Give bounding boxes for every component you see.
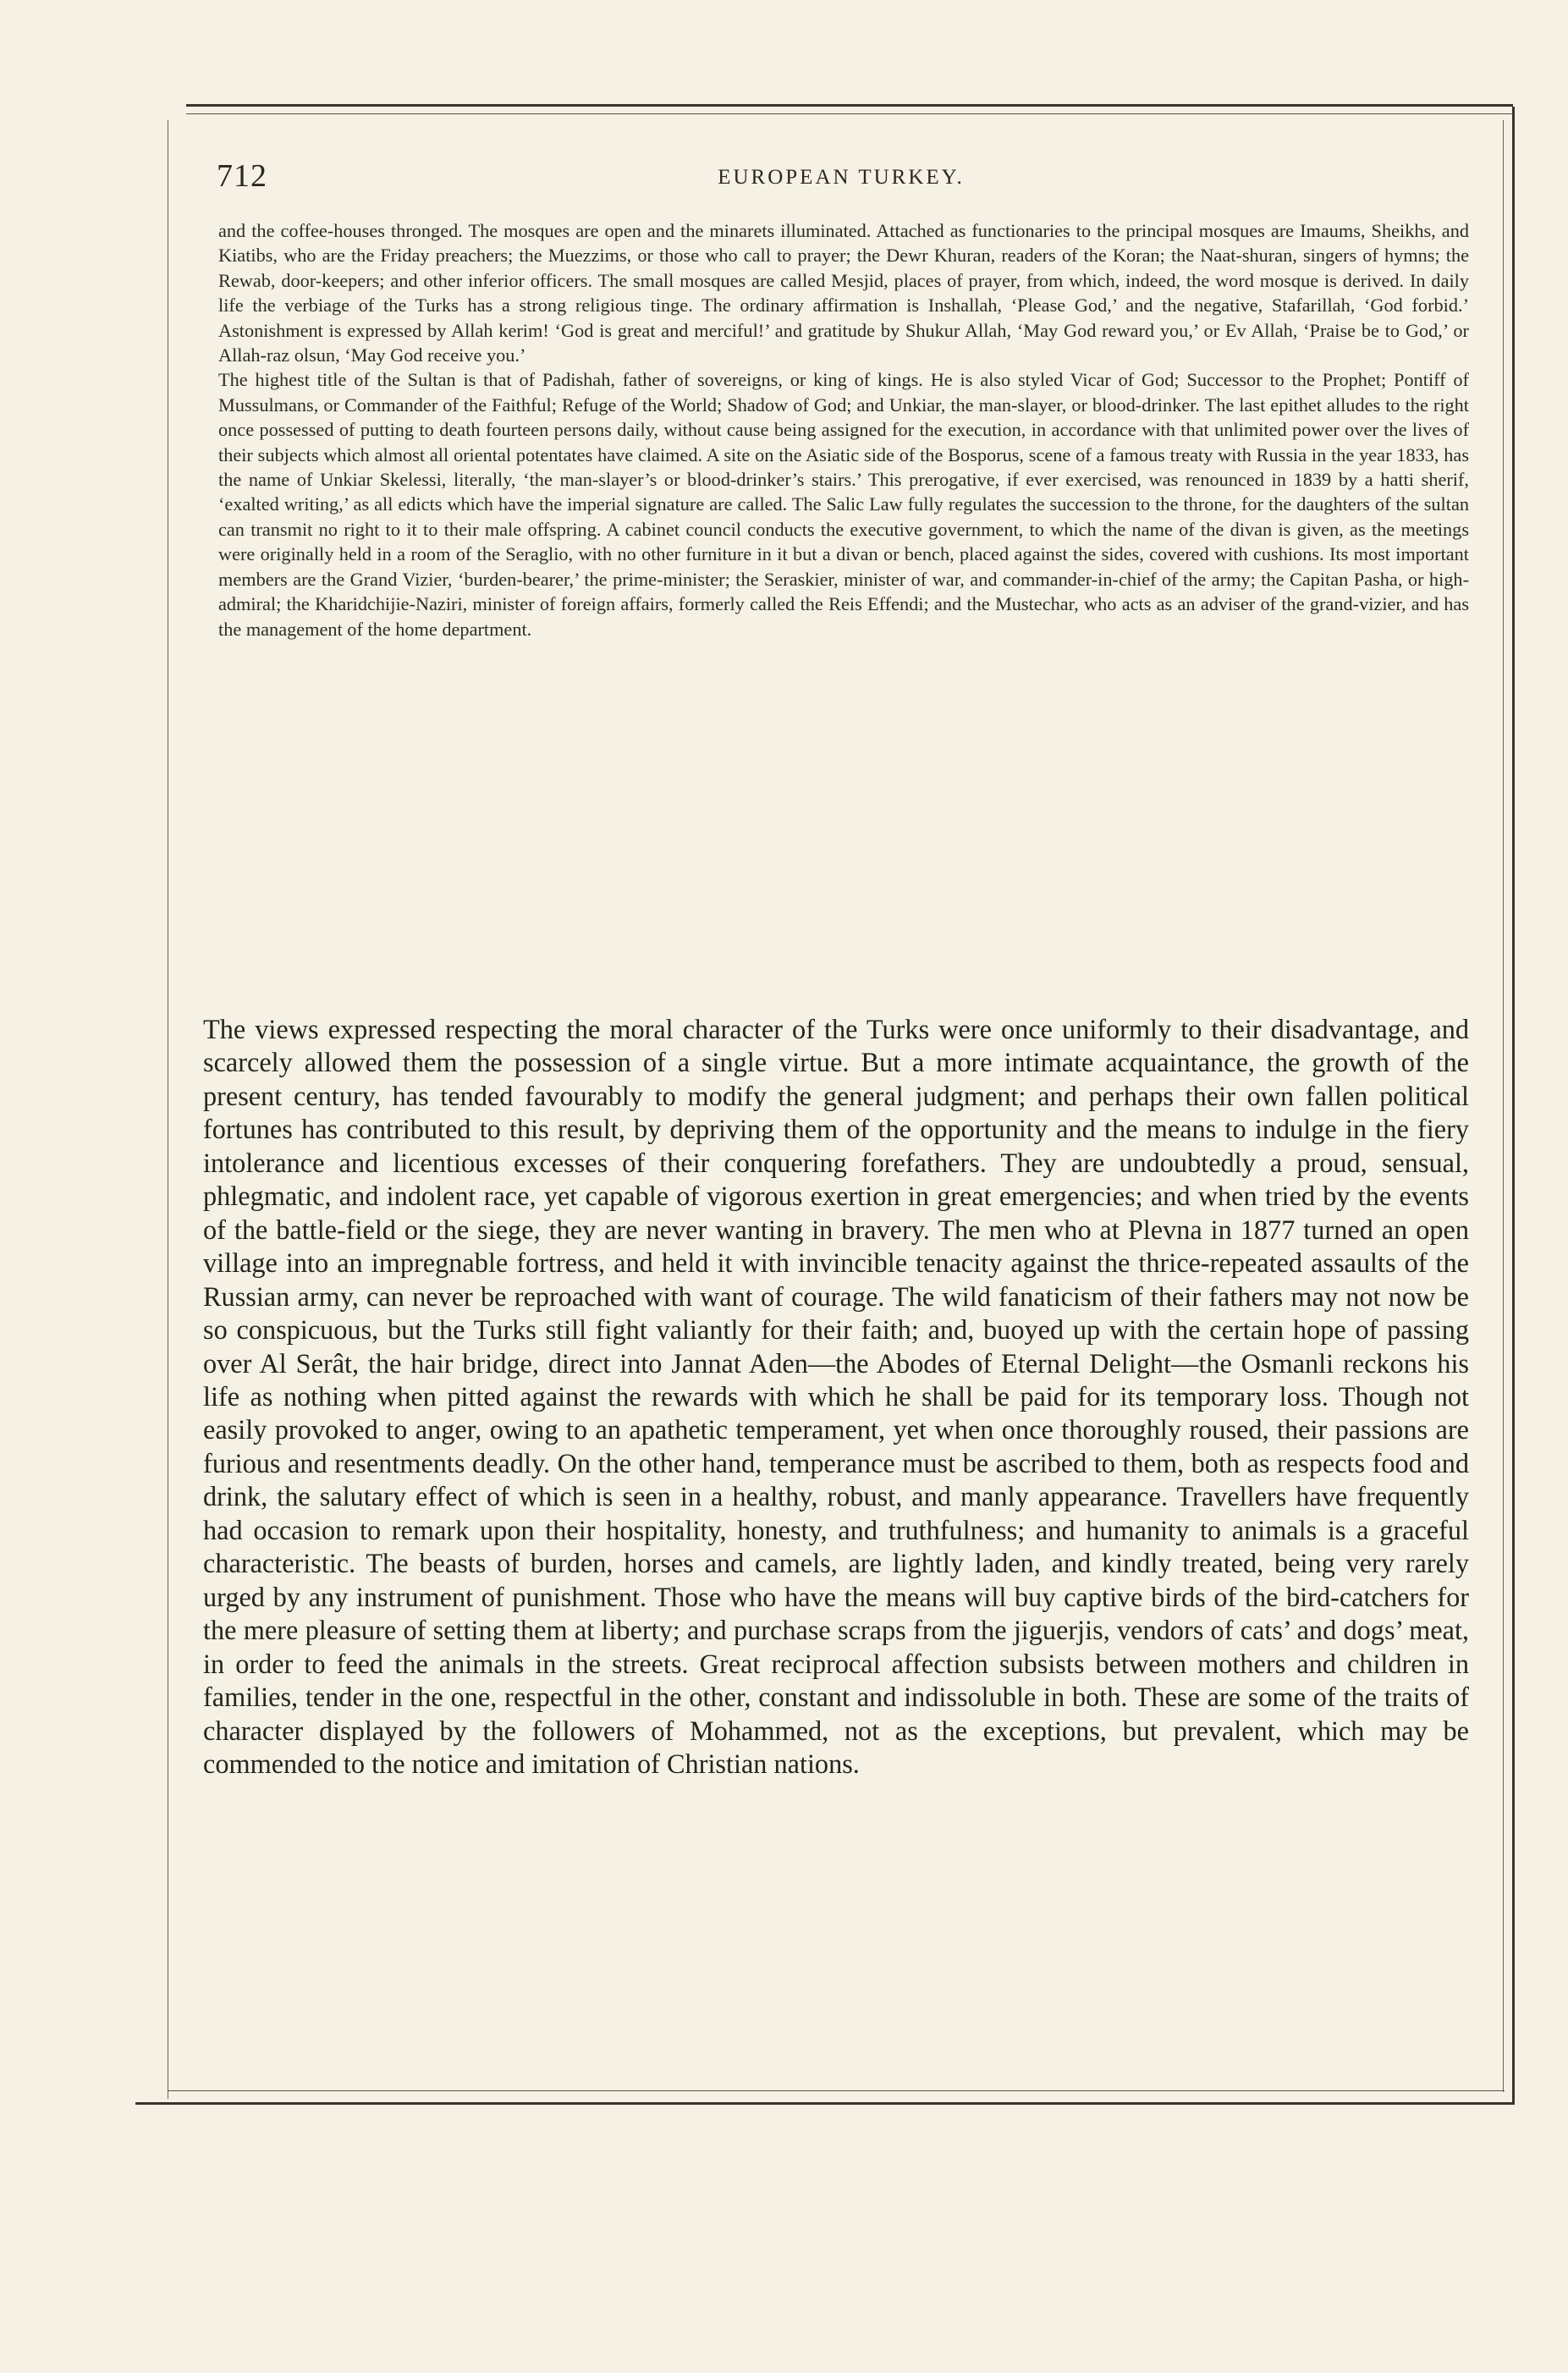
note-paragraph: The highest title of the Sultan is that of Padishah, father of sovereigns, or king of kings. He is also styled Vicar of God; Successor to the Prophet; Pontiff of Mussulmans, or Commander of the Faithful; Refuge of the World; Shadow of God; and Unkiar, the man-slayer, or blood-drinker. The last epithet alludes to the right once possessed of putting to death fourteen persons daily, without cause being assigned for the execution, in accordance with that unlimited power over the lives of their subjects which almost all oriental potentates have claimed. A site on the Asiatic side of the Bosporus, scene of a famous treaty with Russia in the year 1833, has the name of Unkiar Skelessi, literally, ‘the man-slayer’s or blood-drinker’s stairs.’ This prerogative, if ever exercised, was renounced in 1839 by a hatti sherif, ‘exalted writing,’ as all edicts which have the imperial signature are called. The Salic Law fully regulates the succession to the throne, for the daughters of the sultan can transmit no right to it to their male offspring. A cabinet council conducts the executive government, to which the name of the divan is given, as the meetings were originally held in a room of the Seraglio, with no other furniture in it but a divan or bench, placed against the sides, covered with cushions. Its most important members are the Grand Vizier, ‘burden-bearer,’ the prime-minister; the Seraskier, minister of war, and commander-in-chief of the army; the Capitan Pasha, or high-admiral; the Kharidchijie-Naziri, minister of foreign affairs, formerly called the Reis Effendi; and the Mustechar, who acts as an adviser of the grand-vizier, and has the management of the home department. xyxy=(218,369,1469,640)
bottom-inner-rule xyxy=(168,2090,1505,2091)
page-number: 712 xyxy=(217,158,267,194)
bottom-border-rule xyxy=(135,2102,1515,2105)
right-border-rule xyxy=(1512,107,1515,2104)
note-paragraph: and the coffee-houses thronged. The mosques are open and the minarets illuminated. Attached as functionaries to the principal mosques are Imaums, Sheikhs, and Kiatibs, who are the Friday preachers; the Muezzims, or those who call to prayer; the Dewr Khuran, readers of the Koran; the Naat-shuran, singers of hymns; the Rewab, door-keepers; and other inferior officers. The small mosques are called Mesjid, places of prayer, from which, indeed, the word mosque is derived. In daily life the verbiage of the Turks has a strong religious tinge. The ordinary affirmation is Inshallah, ‘Please God,’ and the negative, Stafarillah, ‘God forbid.’ Astonishment is expressed by Allah kerim! ‘God is great and merciful!’ and gratitude by Shukur Allah, ‘May God reward you,’ or Ev Allah, ‘Praise be to God,’ or Allah-raz olsun, ‘May God receive you.’ xyxy=(218,220,1469,366)
main-text xyxy=(203,1013,1469,1781)
right-inner-line xyxy=(1503,120,1504,2092)
page-header xyxy=(196,157,1486,200)
main-paragraph: The views expressed respecting the moral character of the Turks were once uniformly to their disadvantage, and scarcely allowed them the possession of a single virtue. But a more intimate acquaintance, the growth of the present century, has tended favourably to modify the general judgment; and perhaps their own fallen political fortunes has contributed to this result, by depriving them of the opportunity and the means to indulge in the fiery intolerance and licentious excesses of their conquering forefathers. They are undoubtedly a proud, sensual, phlegmatic, and indolent race, yet capable of vigorous exertion in great emergencies; and when tried by the events of the battle-field or the siege, they are never wanting in bravery. The men who at Plevna in 1877 turned an open village into an impregnable fortress, and held it with invincible tenacity against the thrice-repeated assaults of the Russian army, can never be reproached with want of courage. The wild fanaticism of their fathers may not now be so conspicuous, but the Turks still fight valiantly for their faith; and, buoyed up with the certain hope of passing over Al Serât, the hair bridge, direct into Jannat Aden—the Abodes of Eternal Delight—the Osmanli reckons his life as nothing when pitted against the rewards with which he shall be paid for its temporary loss. Though not easily provoked to anger, owing to an apathetic temperament, yet when once thoroughly roused, their passions are furious and resentments deadly. On the other hand, temperance must be ascribed to them, both as respects food and drink, the salutary effect of which is seen in a healthy, robust, and manly appearance. Travellers have frequently had occasion to remark upon their hospitality, honesty, and truthfulness; and humanity to animals is a graceful characteristic. The beasts of burden, horses and camels, are lightly laden, and kindly treated, being very rarely urged by any instrument of punishment. Those who have the means will buy captive birds of the bird-catchers for the mere pleasure of setting them at liberty; and purchase scraps from the jiguerjis, vendors of cats’ and dogs’ meat, in order to feed the animals in the streets. Great reciprocal affection subsists between mothers and children in families, tender in the one, respectful in the other, constant and indissoluble in both. These are some of the traits of character displayed by the followers of Mohammed, not as the exceptions, but prevalent, which may be commended to the notice and imitation of Christian nations. xyxy=(203,1014,1469,1779)
top-border-rule xyxy=(186,104,1513,107)
small-print-note xyxy=(218,218,1469,641)
running-head: EUROPEAN TURKEY. xyxy=(718,166,965,189)
top-inner-rule xyxy=(186,113,1513,114)
